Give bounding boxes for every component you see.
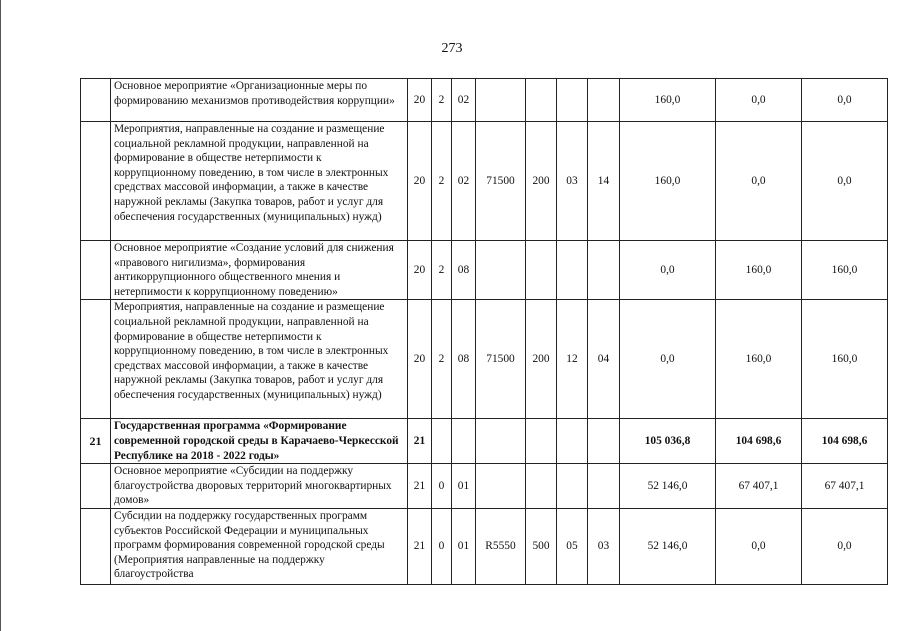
amount-year-2: 0,0 bbox=[716, 508, 802, 584]
program-code: 21 bbox=[408, 464, 432, 509]
direction-code: R5550 bbox=[476, 508, 526, 584]
amount-year-2: 0,0 bbox=[716, 122, 802, 241]
row-index bbox=[81, 241, 111, 300]
row-description: Основное мероприятие «Субсидии на поддержку благоустройства дворовых территорий многоквартирных домов» bbox=[111, 464, 408, 509]
activity-code: 02 bbox=[452, 122, 476, 241]
expense-type-code bbox=[526, 419, 557, 464]
amount-year-3: 67 407,1 bbox=[802, 464, 888, 509]
program-code: 21 bbox=[408, 508, 432, 584]
subsection-code bbox=[588, 419, 620, 464]
row-description: Основное мероприятие «Организационные меры по формированию механизмов противодействия коррупции» bbox=[111, 79, 408, 122]
amount-year-1: 52 146,0 bbox=[620, 508, 716, 584]
row-description: Мероприятия, направленные на создание и размещение социальной рекламной продукции, направленной на формирование в обществе нетерпимости к коррупционному поведению, в том числе в электронных средствах массовой информации, а также в качестве наружной рекламы (Закупка товаров, работ и услуг для обеспечения государственных (муниципальных) нужд) bbox=[111, 122, 408, 241]
amount-year-3: 160,0 bbox=[802, 241, 888, 300]
subprogram-code: 2 bbox=[432, 241, 452, 300]
subprogram-code: 0 bbox=[432, 464, 452, 509]
subprogram-code: 2 bbox=[432, 300, 452, 419]
table-row bbox=[81, 419, 888, 464]
direction-code bbox=[476, 419, 526, 464]
subsection-code: 14 bbox=[588, 122, 620, 241]
direction-code: 71500 bbox=[476, 300, 526, 419]
section-code bbox=[557, 464, 588, 509]
row-description: Государственная программа «Формирование современной городской среды в Карачаево-Черкесской Республике на 2018 - 2022 годы» bbox=[111, 419, 408, 464]
section-code bbox=[557, 241, 588, 300]
subprogram-code bbox=[432, 419, 452, 464]
amount-year-3: 0,0 bbox=[802, 79, 888, 122]
expense-type-code bbox=[526, 79, 557, 122]
row-index bbox=[81, 508, 111, 584]
activity-code: 08 bbox=[452, 300, 476, 419]
program-code: 20 bbox=[408, 122, 432, 241]
table-row bbox=[81, 241, 888, 300]
amount-year-1: 160,0 bbox=[620, 79, 716, 122]
activity-code: 01 bbox=[452, 508, 476, 584]
program-code: 21 bbox=[408, 419, 432, 464]
subsection-code: 03 bbox=[588, 508, 620, 584]
table-row bbox=[81, 464, 888, 509]
section-code bbox=[557, 79, 588, 122]
table-body bbox=[81, 79, 888, 585]
amount-year-1: 0,0 bbox=[620, 300, 716, 419]
table-row bbox=[81, 300, 888, 419]
table-row bbox=[81, 508, 888, 584]
row-index bbox=[81, 79, 111, 122]
section-code: 03 bbox=[557, 122, 588, 241]
section-code: 12 bbox=[557, 300, 588, 419]
direction-code bbox=[476, 241, 526, 300]
row-index: 21 bbox=[81, 419, 111, 464]
row-description: Основное мероприятие «Создание условий для снижения «правового нигилизма», формирования антикоррупционного общественного мнения и нетерпимости к коррупционному поведению» bbox=[111, 241, 408, 300]
program-code: 20 bbox=[408, 79, 432, 122]
subprogram-code: 2 bbox=[432, 122, 452, 241]
direction-code: 71500 bbox=[476, 122, 526, 241]
subsection-code bbox=[588, 464, 620, 509]
table-row bbox=[81, 79, 888, 122]
amount-year-2: 160,0 bbox=[716, 241, 802, 300]
row-index bbox=[81, 122, 111, 241]
amount-year-1: 160,0 bbox=[620, 122, 716, 241]
row-description: Субсидии на поддержку государственных программ субъектов Российской Федерации и муниципальных программ формирования современной городской среды (Мероприятия направленные на поддержку благоустройства bbox=[111, 508, 408, 584]
expense-type-code bbox=[526, 241, 557, 300]
amount-year-3: 160,0 bbox=[802, 300, 888, 419]
subsection-code bbox=[588, 241, 620, 300]
program-code: 20 bbox=[408, 300, 432, 419]
amount-year-2: 67 407,1 bbox=[716, 464, 802, 509]
subsection-code bbox=[588, 79, 620, 122]
amount-year-2: 160,0 bbox=[716, 300, 802, 419]
expense-type-code: 200 bbox=[526, 122, 557, 241]
amount-year-3: 0,0 bbox=[802, 122, 888, 241]
row-description: Мероприятия, направленные на создание и размещение социальной рекламной продукции, направленной на формирование в обществе нетерпимости к коррупционному поведению, в том числе в электронных средствах массовой информации, а также в качестве наружной рекламы (Закупка товаров, работ и услуг для обеспечения государственных (муниципальных) нужд) bbox=[111, 300, 408, 419]
amount-year-3: 104 698,6 bbox=[802, 419, 888, 464]
scan-edge-line bbox=[0, 0, 1, 631]
amount-year-3: 0,0 bbox=[802, 508, 888, 584]
row-index bbox=[81, 464, 111, 509]
activity-code bbox=[452, 419, 476, 464]
row-index bbox=[81, 300, 111, 419]
subsection-code: 04 bbox=[588, 300, 620, 419]
activity-code: 01 bbox=[452, 464, 476, 509]
table-row bbox=[81, 122, 888, 241]
direction-code bbox=[476, 464, 526, 509]
expense-type-code: 500 bbox=[526, 508, 557, 584]
amount-year-1: 52 146,0 bbox=[620, 464, 716, 509]
expense-type-code: 200 bbox=[526, 300, 557, 419]
amount-year-2: 104 698,6 bbox=[716, 419, 802, 464]
amount-year-1: 0,0 bbox=[620, 241, 716, 300]
activity-code: 08 bbox=[452, 241, 476, 300]
activity-code: 02 bbox=[452, 79, 476, 122]
section-code: 05 bbox=[557, 508, 588, 584]
section-code bbox=[557, 419, 588, 464]
direction-code bbox=[476, 79, 526, 122]
amount-year-2: 0,0 bbox=[716, 79, 802, 122]
page-number: 273 bbox=[441, 41, 463, 56]
budget-table bbox=[80, 78, 888, 585]
program-code: 20 bbox=[408, 241, 432, 300]
expense-type-code bbox=[526, 464, 557, 509]
subprogram-code: 0 bbox=[432, 508, 452, 584]
subprogram-code: 2 bbox=[432, 79, 452, 122]
amount-year-1: 105 036,8 bbox=[620, 419, 716, 464]
